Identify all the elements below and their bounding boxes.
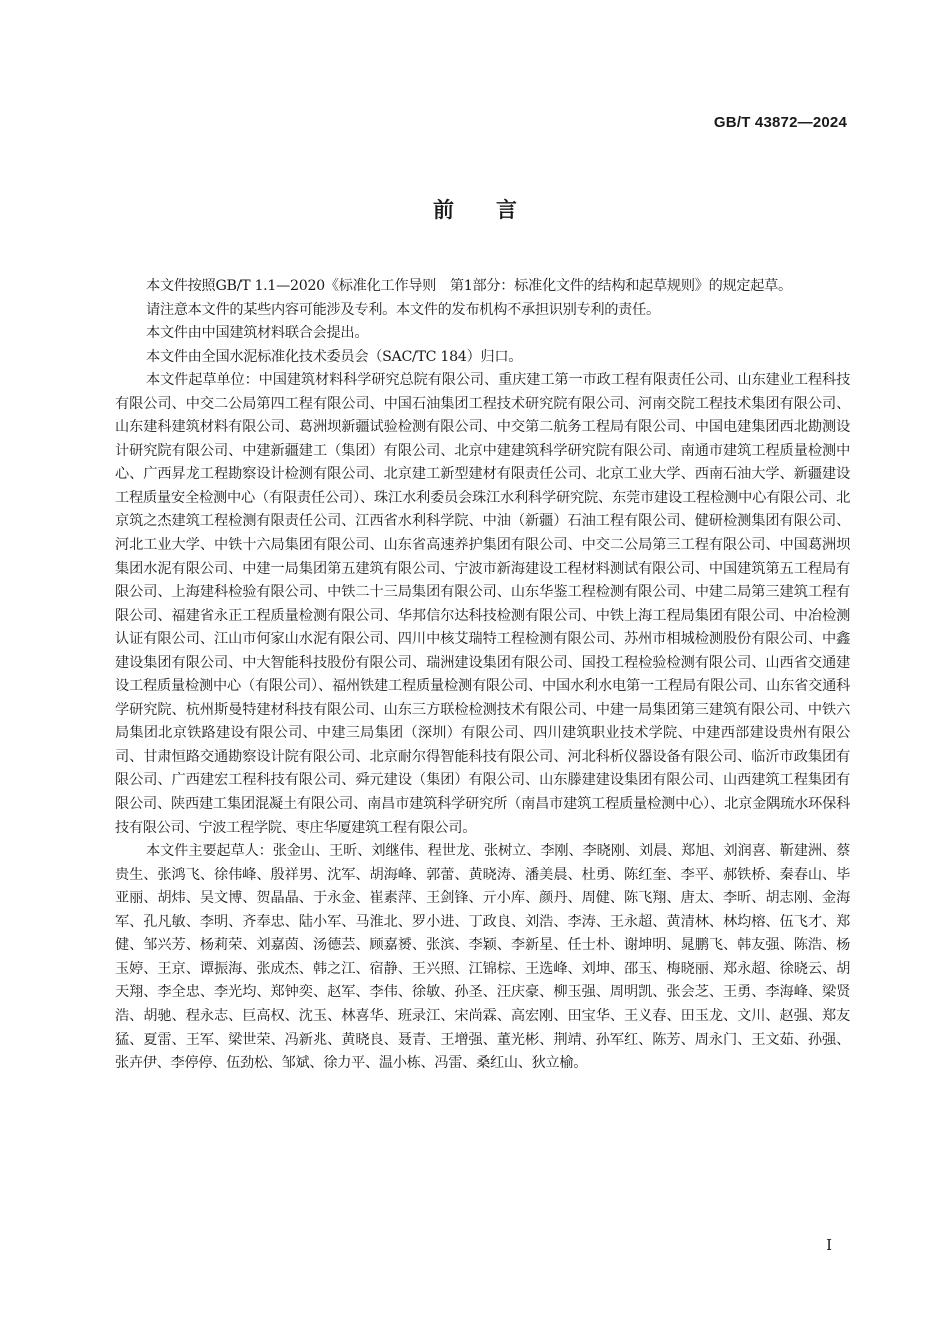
paragraph-patent-notice: 请注意本文件的某些内容可能涉及专利。本文件的发布机构不承担识别专利的责任。 — [146, 301, 660, 318]
paragraph-drafters: 本文件主要起草人：张金山、王昕、刘继伟、程世龙、张树立、李刚、李晓刚、刘晨、郑旭、刘润喜、靳建洲、蔡贵生、张鸿飞、徐伟峰、殷祥男、沈军、胡海峰、郭蕾、黄晓涛、潘美晨、杜勇、陈红奎、李平、郝铁桥、秦春山、毕亚丽、胡炜、吴文博、贺晶晶、于永金、崔素萍、王剑锋、亓小库、颜丹、周健、陈飞翔、唐太、李昕、胡志刚、金海军、孔凡敏、李明、齐奉忠、陆小军、马淮北、罗小进、丁政良、刘浩、李涛、王永超、黄清林、林均榕、伍飞才、郑健、邹兴芳、杨莉荣、刘嘉茵、汤德芸、顾嘉赟、张滨、李颖、李新星、任士朴、谢坤明、晁鹏飞、韩友强、陈浩、杨玉婷、王京、谭振海、张成杰、韩之江、宿静、王兴照、江锦棕、王选峰、刘坤、邵玉、梅晓丽、郑永超、徐晓云、胡天翔、李全忠、李光均、郑钟奕、赵军、李伟、徐敏、孙圣、汪庆豪、柳玉强、周明凯、张会芝、王勇、李海峰、梁贤浩、胡驰、程永志、巨高权、沈玉、林喜华、班录江、宋尚霖、高宏刚、田宝华、王义春、田玉龙、文川、赵强、郑友猛、夏雷、王军、梁世荣、冯新兆、黄晓良、聂青、王增强、董光彬、荆靖、孙军红、陈芳、周永门、王文茹、孙强、张卉伊、李停停、伍劲松、邹斌、徐力平、温小栋、冯雷、桑红山、狄立榆。 — [115, 843, 850, 1072]
page-number: I — [826, 1236, 832, 1254]
paragraph-proposer: 本文件由中国建筑材料联合会提出。 — [146, 325, 369, 342]
paragraph-drafting-rules: 本文件按照GB/T 1.1—2020《标准化工作导则 第1部分：标准化文件的结构和起草规则》的规定起草。 — [146, 278, 792, 294]
foreword-body — [115, 275, 850, 1076]
standard-number: GB/T 43872—2024 — [713, 114, 847, 131]
paragraph-drafting-units: 本文件起草单位：中国建筑材料科学研究总院有限公司、重庆建工第一市政工程有限责任公司、山东建业工程科技有限公司、中交二公局第四工程有限公司、中国石油集团工程技术研究院有限公司、河南交院工程技术集团有限公司、山东建科建筑材料有限公司、葛洲坝新疆试验检测有限公司、中交第二航务工程局有限公司、中国电建集团西北勘测设计研究院有限公司、中建新疆建工（集团）有限公司、北京中建建筑科学研究院有限公司、南通市建筑工程质量检测中心、广西昇龙工程勘察设计检测有限公司、北京建工新型建材有限责任公司、北京工业大学、西南石油大学、新疆建设工程质量安全检测中心（有限责任公司）、珠江水利委员会珠江水利科学研究院、东莞市建设工程检测中心有限公司、北京筑之杰建筑工程检测有限责任公司、江西省水利科学院、中油（新疆）石油工程有限公司、健研检测集团有限公司、河北工业大学、中铁十六局集团有限公司、山东省高速养护集团有限公司、中交二公局第三工程有限公司、中国葛洲坝集团水泥有限公司、中建一局集团第五建筑有限公司、宁波市新海建设工程材料测试有限公司、中国建筑第五工程局有限公司、上海建科检验有限公司、中铁二十三局集团有限公司、山东华鉴工程检测有限公司、中建二局第三建筑工程有限公司、福建省永正工程质量检测有限公司、华邦信尔达科技检测有限公司、中铁上海工程局集团有限公司、中冶检测认证有限公司、江山市何家山水泥有限公司、四川中核艾瑞特工程检测有限公司、苏州市相城检测股份有限公司、中鑫建设集团有限公司、中大智能科技股份有限公司、瑞洲建设集团有限公司、国投工程检验检测有限公司、山西省交通建设工程质量检测中心（有限公司）、福州铁建工程质量检测有限公司、中国水利水电第一工程局有限公司、山东省交通科学研究院、杭州斯曼特建材科技有限公司、山东三方联检检测技术有限公司、中建一局集团第三建筑有限公司、中铁六局集团北京铁路建设有限公司、中建三局集团（深圳）有限公司、四川建筑职业技术学院、中建西部建设贵州有限公司、甘肃恒路交通勘察设计院有限公司、北京耐尔得智能科技有限公司、河北科析仪器设备有限公司、临沂市政集团有限公司、广西建宏工程科技有限公司、舜元建设（集团）有限公司、山东滕建建设集团有限公司、山西建筑工程集团有限公司、陕西建工集团混凝土有限公司、南昌市建筑科学研究所（南昌市建筑工程质量检测中心）、北京金隅琉水环保科技有限公司、宁波工程学院、枣庄华厦建筑工程有限公司。 — [115, 372, 850, 836]
paragraph-committee: 本文件由全国水泥标准化技术委员会（SAC/TC 184）归口。 — [146, 348, 523, 365]
page-title: 前言 — [433, 198, 559, 222]
